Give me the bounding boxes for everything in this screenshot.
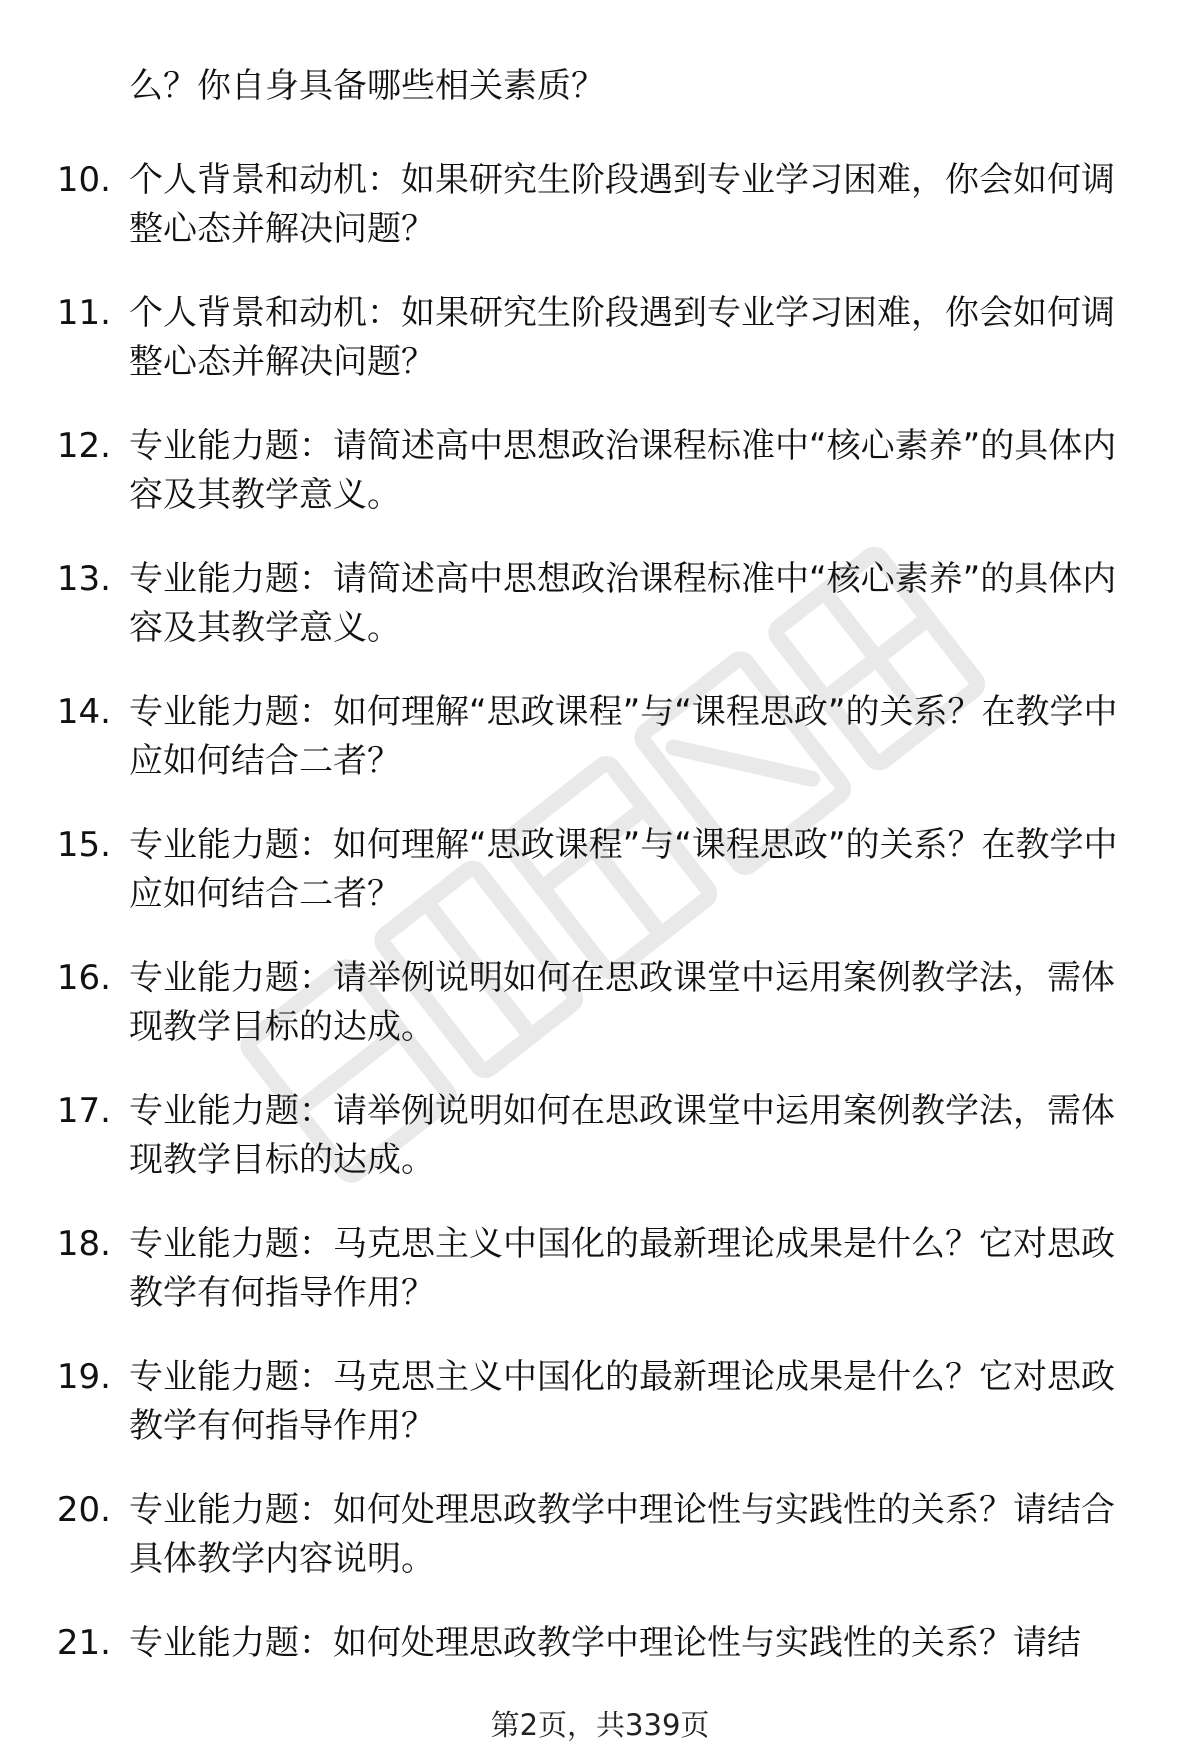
- question-number: 17.: [56, 1091, 111, 1131]
- list-item: [0, 1220, 1140, 1318]
- question-text: 专业能力题：请简述高中思想政治课程标准中“核心素养”的具体内容及其教学意义。: [129, 559, 1117, 648]
- list-item: [0, 156, 1140, 254]
- question-number: 19.: [56, 1357, 111, 1397]
- question-number: 10.: [56, 160, 111, 200]
- question-number: 11.: [56, 293, 111, 333]
- list-item: [0, 289, 1140, 387]
- question-number: 12.: [56, 426, 111, 466]
- question-number: 16.: [56, 958, 111, 998]
- question-number: 21.: [56, 1623, 111, 1663]
- question-number: 13.: [56, 559, 111, 599]
- question-number: 14.: [56, 692, 111, 732]
- list-item: [0, 954, 1140, 1052]
- list-item: [0, 422, 1140, 520]
- question-text: 专业能力题：如何理解“思政课程”与“课程思政”的关系？在教学中应如何结合二者？: [129, 825, 1118, 914]
- question-text: 个人背景和动机：如果研究生阶段遇到专业学习困难，你会如何调整心态并解决问题？: [129, 160, 1115, 249]
- question-text: 专业能力题：请举例说明如何在思政课堂中运用案例教学法，需体现教学目标的达成。: [129, 1091, 1115, 1180]
- question-number: 15.: [56, 825, 111, 865]
- list-item: [0, 1087, 1140, 1185]
- list-item: [0, 555, 1140, 653]
- question-number: 20.: [56, 1490, 111, 1530]
- page-footer: 第2页，共339页: [490, 1708, 710, 1742]
- question-list: [0, 156, 1140, 1703]
- question-number: 18.: [56, 1224, 111, 1264]
- continuation-text: 么？你自身具备哪些相关素质？: [129, 66, 605, 106]
- question-text: 专业能力题：如何处理思政教学中理论性与实践性的关系？请结: [129, 1623, 1081, 1663]
- question-text: 个人背景和动机：如果研究生阶段遇到专业学习困难，你会如何调整心态并解决问题？: [129, 293, 1115, 382]
- list-item: [0, 1486, 1140, 1584]
- question-text: 专业能力题：如何理解“思政课程”与“课程思政”的关系？在教学中应如何结合二者？: [129, 692, 1118, 781]
- question-text: 专业能力题：如何处理思政教学中理论性与实践性的关系？请结合具体教学内容说明。: [129, 1490, 1115, 1579]
- list-item: [0, 821, 1140, 919]
- question-text: 专业能力题：马克思主义中国化的最新理论成果是什么？它对思政教学有何指导作用？: [129, 1357, 1115, 1446]
- question-text: 专业能力题：请举例说明如何在思政课堂中运用案例教学法，需体现教学目标的达成。: [129, 958, 1115, 1047]
- question-text: 专业能力题：请简述高中思想政治课程标准中“核心素养”的具体内容及其教学意义。: [129, 426, 1117, 515]
- question-text: 专业能力题：马克思主义中国化的最新理论成果是什么？它对思政教学有何指导作用？: [129, 1224, 1115, 1313]
- list-item: [0, 1353, 1140, 1451]
- list-item: [0, 688, 1140, 786]
- list-item: [0, 1619, 1140, 1668]
